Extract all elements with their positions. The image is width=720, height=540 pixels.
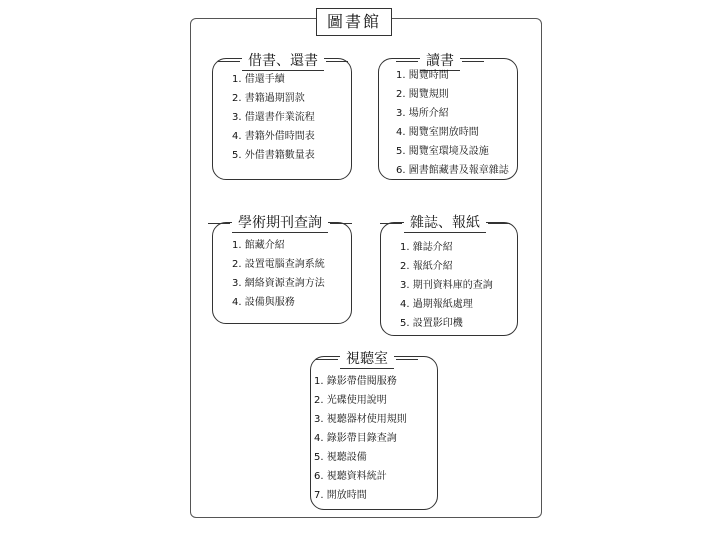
list-item: 3. 網絡資源查詢方法 — [232, 278, 325, 289]
list-item: 4. 錄影帶目錄查詢 — [314, 433, 397, 444]
box-academic-list — [232, 236, 325, 312]
list-item: 1. 借還手續 — [232, 74, 285, 85]
box-borrow-title: 借書、還書 — [242, 52, 324, 71]
list-item: 5. 視聽設備 — [314, 452, 367, 463]
list-item: 2. 閱覽規則 — [396, 89, 449, 100]
list-item: 3. 場所介紹 — [396, 108, 449, 119]
list-item: 5. 閱覽室環境及設施 — [396, 146, 489, 157]
box-magazine-title: 雜誌、報紙 — [404, 214, 486, 233]
box-reading-list — [396, 66, 509, 180]
list-item: 4. 設備與服務 — [232, 297, 295, 308]
list-item: 2. 光碟使用說明 — [314, 395, 387, 406]
list-item: 1. 雜誌介紹 — [400, 242, 453, 253]
list-item: 1. 錄影帶借閱服務 — [314, 376, 397, 387]
list-item: 3. 借還書作業流程 — [232, 112, 315, 123]
page-title: 圖書館 — [316, 8, 392, 36]
list-item: 1. 館藏介紹 — [232, 240, 285, 251]
list-item: 7. 開放時間 — [314, 490, 367, 501]
list-item: 2. 設置電腦查詢系統 — [232, 259, 325, 270]
list-item: 1. 閱覽時間 — [396, 70, 449, 81]
list-item: 4. 閱覽室開放時間 — [396, 127, 479, 138]
box-av-list — [314, 372, 407, 505]
list-item: 6. 視聽資料統計 — [314, 471, 387, 482]
box-magazine-list — [400, 238, 493, 333]
box-borrow-list — [232, 70, 315, 165]
box-reading-title: 讀書 — [420, 52, 460, 71]
list-item: 4. 書籍外借時間表 — [232, 131, 315, 142]
box-av-title: 視聽室 — [340, 350, 394, 369]
list-item: 2. 書籍過期罰款 — [232, 93, 305, 104]
list-item: 5. 外借書籍數量表 — [232, 150, 315, 161]
list-item: 5. 設置影印機 — [400, 318, 463, 329]
box-academic-title: 學術期刊查詢 — [232, 214, 328, 233]
list-item: 3. 視聽器材使用規則 — [314, 414, 407, 425]
list-item: 6. 圖書館藏書及報章雜誌 — [396, 165, 509, 176]
list-item: 2. 報紙介紹 — [400, 261, 453, 272]
list-item: 3. 期刊資料庫的查詢 — [400, 280, 493, 291]
list-item: 4. 過期報紙處理 — [400, 299, 473, 310]
